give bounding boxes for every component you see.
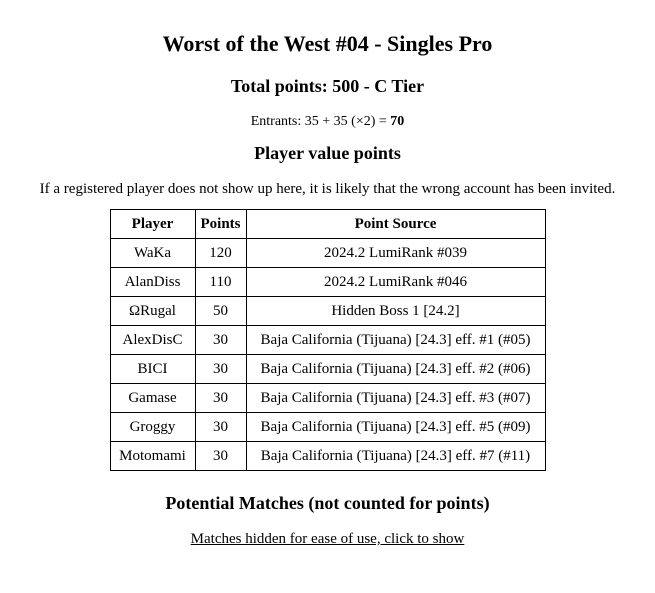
- cell-player: ΩRugal: [110, 297, 195, 326]
- cell-source: Baja California (Tijuana) [24.3] eff. #2 (#06): [246, 355, 545, 384]
- player-value-heading: Player value points: [254, 143, 401, 163]
- matches-toggle-line: [0, 514, 655, 548]
- total-points: Total points: 500 - C Tier: [230, 76, 425, 96]
- cell-source: 2024.2 LumiRank #046: [246, 268, 545, 297]
- table-row: [110, 297, 545, 326]
- entrants-total: 70: [390, 114, 405, 129]
- cell-points: 30: [195, 413, 246, 442]
- cell-points: 120: [195, 239, 246, 268]
- table-row: [110, 239, 545, 268]
- cell-player: Groggy: [110, 413, 195, 442]
- cell-player: Gamase: [110, 384, 195, 413]
- registration-note: If a registered player does not show up here, it is likely that the wrong account has been invited.: [39, 181, 616, 197]
- entrants-prefix: Entrants: 35 + 35 (×2) =: [250, 114, 391, 129]
- header-points: Points: [195, 210, 246, 239]
- cell-points: 30: [195, 326, 246, 355]
- page-title: Worst of the West #04 - Singles Pro: [162, 31, 493, 56]
- table-row: [110, 326, 545, 355]
- table-header-row: [110, 210, 545, 239]
- show-matches-link[interactable]: Matches hidden for ease of use, click to show: [190, 531, 465, 547]
- entrants-line: [0, 97, 655, 131]
- cell-player: WaKa: [110, 239, 195, 268]
- cell-source: Baja California (Tijuana) [24.3] eff. #3 (#07): [246, 384, 545, 413]
- player-points-table: [110, 209, 546, 471]
- cell-source: 2024.2 LumiRank #039: [246, 239, 545, 268]
- header-player: Player: [110, 210, 195, 239]
- cell-player: BICI: [110, 355, 195, 384]
- table-row: [110, 413, 545, 442]
- cell-source: Baja California (Tijuana) [24.3] eff. #1 (#05): [246, 326, 545, 355]
- table-row: [110, 384, 545, 413]
- table-row: [110, 268, 545, 297]
- cell-points: 30: [195, 384, 246, 413]
- header-point-source: Point Source: [246, 210, 545, 239]
- cell-player: AlanDiss: [110, 268, 195, 297]
- cell-source: Baja California (Tijuana) [24.3] eff. #5 (#09): [246, 413, 545, 442]
- table-row: [110, 442, 545, 471]
- cell-points: 110: [195, 268, 246, 297]
- table-row: [110, 355, 545, 384]
- cell-source: Baja California (Tijuana) [24.3] eff. #7 (#11): [246, 442, 545, 471]
- cell-player: AlexDisC: [110, 326, 195, 355]
- cell-source: Hidden Boss 1 [24.2]: [246, 297, 545, 326]
- cell-points: 50: [195, 297, 246, 326]
- cell-player: Motomami: [110, 442, 195, 471]
- cell-points: 30: [195, 355, 246, 384]
- potential-matches-heading: Potential Matches (not counted for points): [165, 493, 490, 513]
- cell-points: 30: [195, 442, 246, 471]
